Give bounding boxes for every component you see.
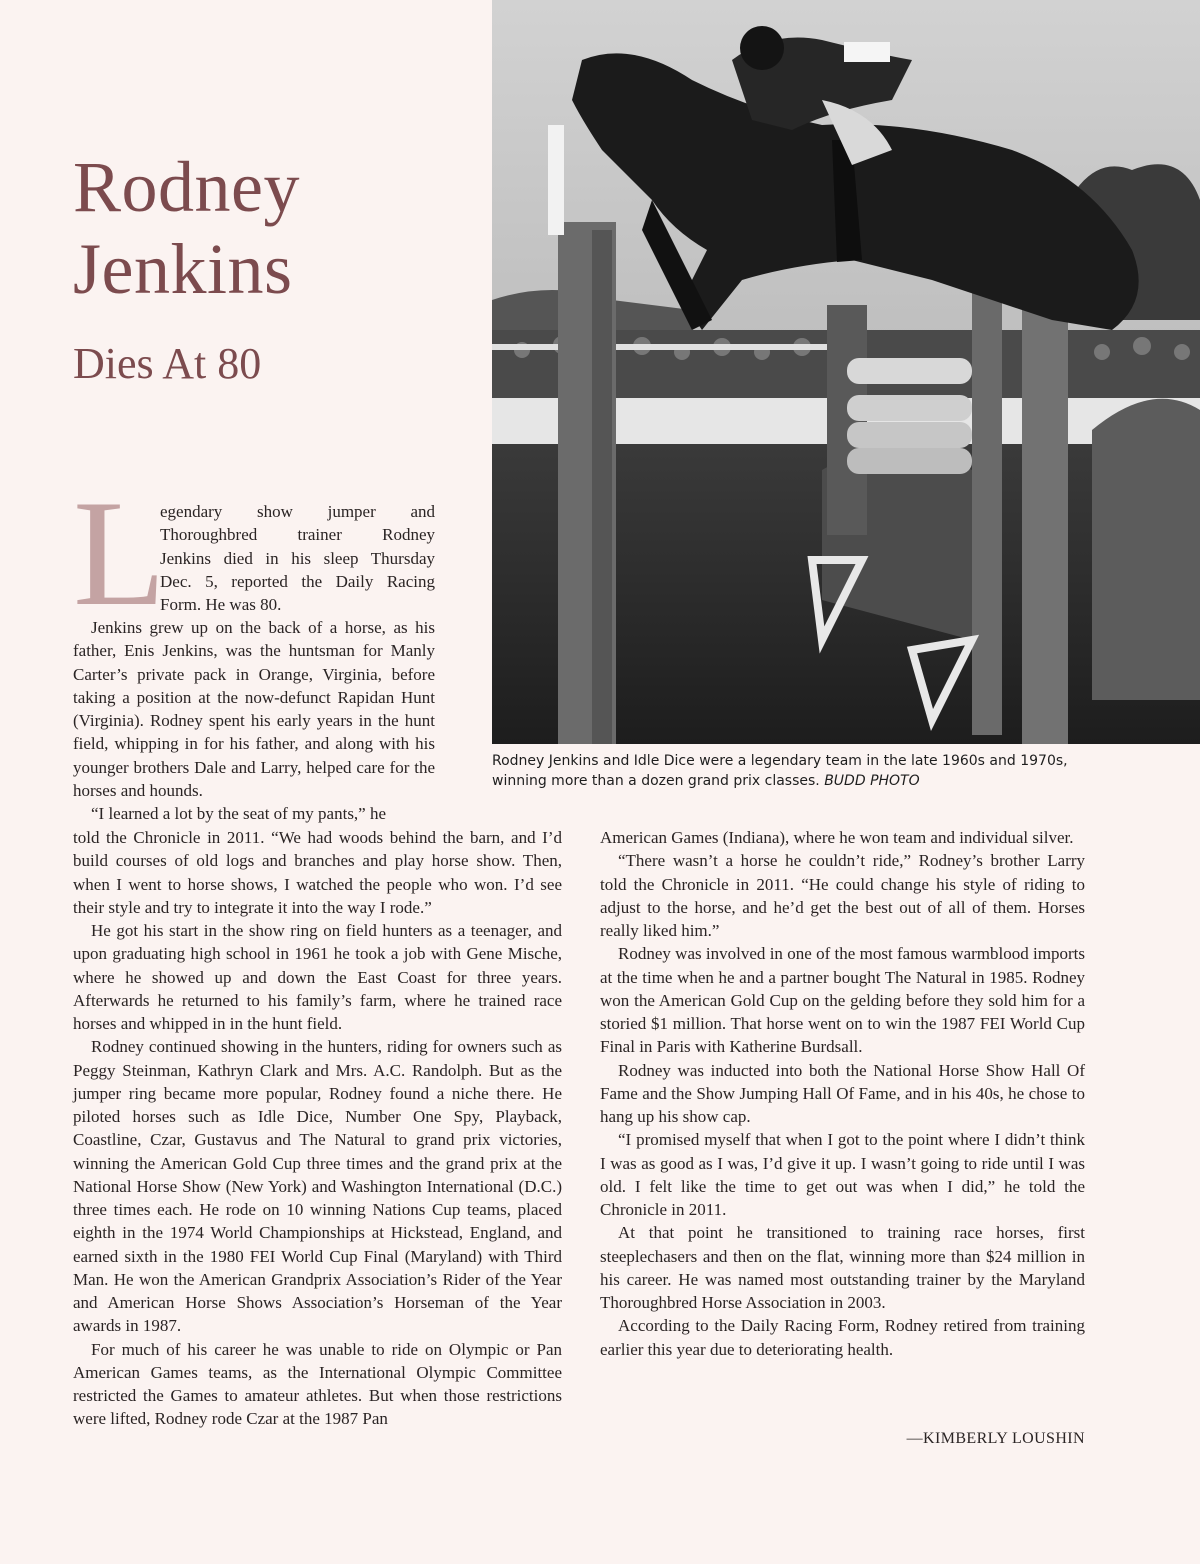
paragraph: At that point he transitioned to training race horses, first steeplechasers and then on the flat, winning more than $24 million in his career. He was named most outstanding trainer by the Maryland Thoroughbred Horse Association in 2003. — [600, 1223, 1085, 1312]
paragraph: According to the Daily Racing Form, Rodney retired from training earlier this year due to deteriorating health. — [600, 1316, 1085, 1359]
column-right — [600, 826, 1085, 1361]
lead-text — [160, 500, 435, 616]
article-title — [73, 146, 473, 310]
paragraph: “I promised myself that when I got to the point where I didn’t think I was as good as I was, I’d give it up. I wasn’t going to ride until I was old. I felt like the time to get out was when I did,” he told the Chronicle in 2011. — [600, 1130, 1085, 1219]
paragraph: American Games (Indiana), where he won team and individual silver. — [600, 828, 1074, 847]
column-left-bottom — [73, 826, 562, 1431]
paragraph: Rodney continued showing in the hunters, riding for owners such as Peggy Steinman, Kathryn Clark and Mrs. A.C. Randolph. But as the jumper ring became more popular, Rodney found a niche there. He piloted horses such as Idle Dice, Number One Spy, Playback, Coastline, Czar, Gustavus and The Natural to grand prix victories, winning the American Gold Cup three times and the grand prix at the National Horse Show (New York) and Washington International (D.C.) three times each. He rode on 10 winning Nations Cup teams, placed eighth in the 1974 World Championships at Hickstead, England, and earned sixth in the 1980 FEI World Cup Final (Maryland) with Third Man. He won the American Grandprix Association’s Rider of the Year and American Horse Shows Association’s Horseman of the Year awards in 1987. — [73, 1037, 562, 1336]
article-subtitle: Dies At 80 — [73, 339, 262, 388]
lead-line: Dec. 5, reported the Daily Racing — [160, 571, 435, 591]
paragraph: Rodney was involved in one of the most famous warmblood imports at the time when he and a partner bought The Natural in 1985. Rodney won the American Gold Cup on the gelding before they sold him for a storied $1 million. That horse went on to win the 1987 FEI World Cup Final in Paris with Katherine Burdsall. — [600, 944, 1085, 1057]
photo-caption — [492, 751, 1092, 791]
column-left-top — [73, 469, 435, 825]
paragraph: Rodney was inducted into both the National Horse Show Hall Of Fame and the Show Jumping Hall Of Fame, and in his 40s, he chose to hang up his show cap. — [600, 1060, 1085, 1126]
title-line-2: Jenkins — [73, 229, 293, 309]
lead-paragraph — [73, 469, 435, 637]
paragraph: Jenkins grew up on the back of a horse, as his father, Enis Jenkins, was the huntsman for Manly Carter’s private pack in Orange, Virginia, before taking a position at the now-defunct Rapidan Hunt (Virginia). Rodney spent his early years in the hunt field, whipping in for his father, and along with his younger brothers Dale and Larry, helped care for the horses and hounds. — [73, 618, 435, 800]
title-line-1: Rodney — [73, 147, 300, 227]
byline: —KIMBERLY LOUSHIN — [906, 1430, 1085, 1447]
lead-line: Jenkins died in his sleep Thursday — [160, 548, 435, 568]
lead-line: egendary show jumper and — [160, 502, 435, 521]
paragraph: For much of his career he was unable to ride on Olympic or Pan American Games teams, as the International Olympic Committee restricted the Games to amateur athletes. But when those restrictions were lifted, Rodney rode Czar at the 1987 Pan — [73, 1339, 562, 1429]
paragraph: told the Chronicle in 2011. “We had woods behind the barn, and I’d build courses of old logs and branches and play horse show. Then, when I went to horse shows, I watched the people who won. I’d see their style and try to integrate it into the way I rode.” — [73, 828, 562, 917]
photo-illustration — [492, 0, 1200, 744]
drop-cap: L — [73, 469, 166, 637]
lead-line: Form. He was 80. — [160, 595, 282, 614]
photo-credit: BUDD PHOTO — [824, 773, 920, 789]
paragraph: He got his start in the show ring on field hunters as a teenager, and upon graduating high school in 1961 he took a job with Gene Mische, where he showed up and down the East Coast for three years. Afterwards he returned to his family’s farm, where he trained race horses and whipped in in the hunt field. — [73, 921, 562, 1033]
horse-jumping-photo — [492, 0, 1200, 744]
lead-line: Thoroughbred trainer Rodney — [160, 525, 435, 545]
caption-text: Rodney Jenkins and Idle Dice were a legendary team in the late 1960s and 1970s, winning more than a dozen grand prix classes. — [492, 753, 1068, 789]
paragraph: “There wasn’t a horse he couldn’t ride,” Rodney’s brother Larry told the Chronicle in 2011. “He could change his style of riding to adjust to the horse, and he’d get the best out of all of them. Horses really liked him.” — [600, 851, 1085, 940]
paragraph: “I learned a lot by the seat of my pants,” he — [91, 804, 387, 823]
